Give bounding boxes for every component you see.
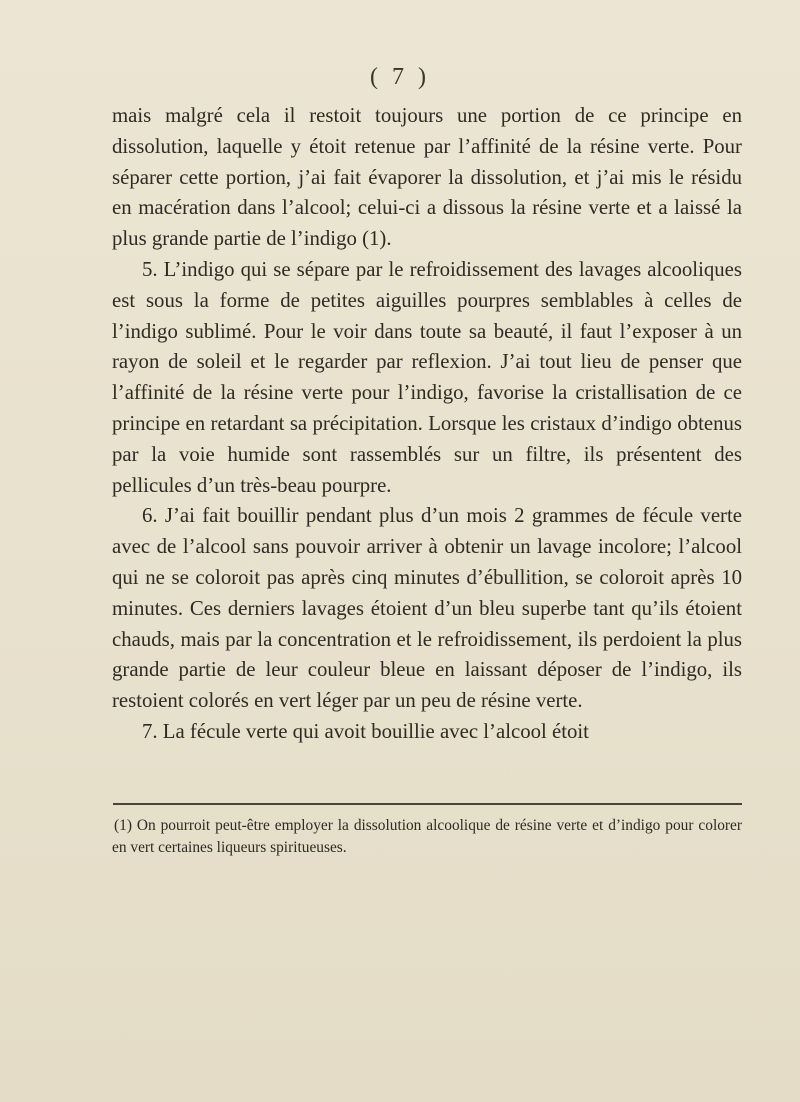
paragraph-4: 7. La fécule verte qui avoit bouillie avec l’alcool étoit — [142, 719, 589, 743]
footnote-divider — [113, 803, 742, 805]
footnote — [112, 815, 742, 859]
paragraph-1: mais malgré cela il restoit toujours une portion de ce principe en dissolution, laquelle y étoit retenue par l’affinité de la résine verte. Pour séparer cette portion, j’ai fait évaporer la dissolution, et j’ai mis le résidu en macération dans l’alcool; celui-ci a dissous la résine verte et a laissé la plus grande partie de l’indigo (1). — [112, 104, 742, 251]
body-text — [112, 101, 742, 748]
page-number: ( 7 ) — [370, 64, 430, 90]
footnote-text: (1) On pourroit peut-être employer la dissolution alcoolique de résine verte et d’indigo pour colorer en vert certaines liqueurs spiritueuses. — [112, 817, 742, 856]
paragraph-2: 5. L’indigo qui se sépare par le refroidissement des lavages alcooliques est sous la forme de petites aiguilles pourpres semblables à celles de l’indigo sublimé. Pour le voir dans toute sa beauté, il faut l’exposer à un rayon de soleil et le regarder par reflexion. J’ai tout lieu de penser que l’affinité de la résine verte pour l’indigo, favorise la cristallisation de ce principe en retardant sa précipitation. Lorsque les cristaux d’indigo obtenus par la voie humide sont rassemblés sur un filtre, ils présentent des pellicules d’un très-beau pourpre. — [112, 257, 742, 497]
paragraph-3: 6. J’ai fait bouillir pendant plus d’un mois 2 grammes de fécule verte avec de l’alcool sans pouvoir arriver à obtenir un lavage incolore; l’alcool qui ne se coloroit pas après cinq minutes d’ébullition, se coloroit après 10 minutes. Ces derniers lavages étoient d’un bleu superbe tant qu’ils étoient chauds, mais par la concentration et le refroidissement, ils perdoient la plus grande partie de leur couleur bleue en laissant déposer de l’indigo, ils restoient colorés en vert léger par un peu de résine verte. — [112, 504, 742, 713]
